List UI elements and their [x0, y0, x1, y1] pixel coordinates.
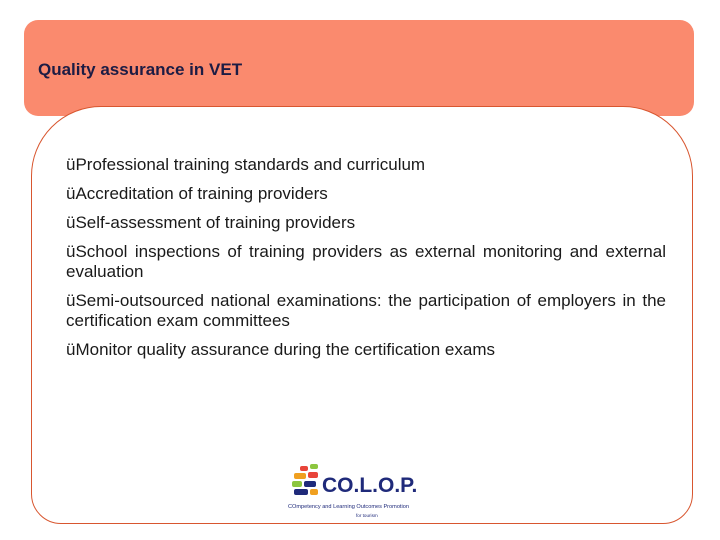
logo-subline: for tourism — [356, 513, 378, 518]
bullet-item — [66, 340, 666, 360]
check-icon: ü — [66, 213, 76, 232]
bullet-text: School inspections of training providers as external monitoring and external evaluation — [66, 242, 666, 281]
bullet-item — [66, 242, 666, 282]
logo-tagline: COmpetency and Learning Outcomes Promotion — [288, 504, 409, 510]
check-icon: ü — [66, 184, 76, 203]
check-icon: ü — [66, 155, 76, 174]
bullet-item — [66, 213, 666, 233]
bullet-list — [66, 155, 666, 369]
bullet-item — [66, 291, 666, 331]
check-icon: ü — [66, 340, 76, 359]
check-icon: ü — [66, 242, 76, 261]
title-bar — [24, 20, 694, 116]
page-title: Quality assurance in VET — [38, 60, 243, 79]
bullet-item — [66, 155, 666, 175]
check-icon: ü — [66, 291, 76, 310]
bullet-text: Self-assessment of training providers — [75, 213, 356, 232]
bullet-text: Monitor quality assurance during the certification exams — [75, 340, 496, 359]
logo-name: CO.L.O.P. — [322, 474, 418, 497]
bullet-text: Professional training standards and curriculum — [75, 155, 426, 174]
bullet-text: Semi-outsourced national examinations: the participation of employers in the certification exam committees — [66, 291, 666, 330]
bullet-item — [66, 184, 666, 204]
bullet-text: Accreditation of training providers — [75, 184, 328, 203]
colop-logo — [284, 460, 454, 522]
